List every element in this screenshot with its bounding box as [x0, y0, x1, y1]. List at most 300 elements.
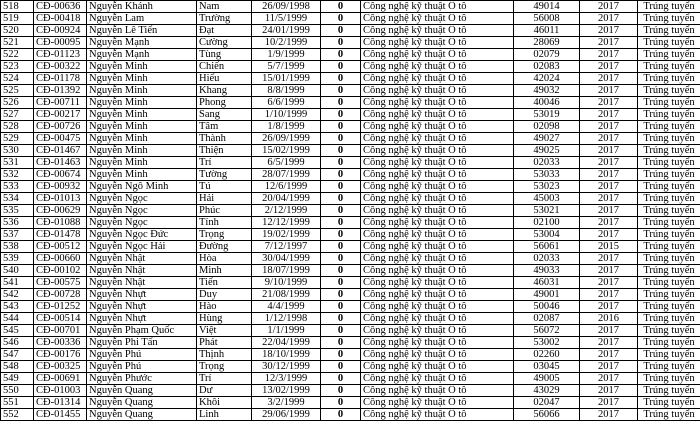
family-name-cell: Nguyễn Nhật [87, 277, 197, 289]
registration-no-cell: 56061 [514, 241, 580, 253]
year-cell: 2017 [580, 121, 638, 133]
registration-no-cell: 45003 [514, 193, 580, 205]
student-code-cell: CĐ-00674 [34, 169, 87, 181]
birth-date-cell: 29/06/1999 [252, 409, 321, 421]
score-cell: 0 [321, 61, 361, 73]
table-row [1, 193, 700, 205]
registration-no-cell: 42024 [514, 73, 580, 85]
major-cell: Công nghệ kỹ thuật Ô tô [361, 301, 514, 313]
row-number-cell: 537 [1, 229, 34, 241]
year-cell: 2017 [580, 85, 638, 97]
registration-no-cell: 53033 [514, 169, 580, 181]
family-name-cell: Nguyễn Nhật [87, 253, 197, 265]
score-cell: 0 [321, 1, 361, 13]
given-name-cell: Hải [197, 193, 252, 205]
score-cell: 0 [321, 181, 361, 193]
table-row [1, 169, 700, 181]
row-number-cell: 549 [1, 373, 34, 385]
row-number-cell: 532 [1, 169, 34, 181]
result-cell: Trúng tuyển [638, 301, 700, 313]
major-cell: Công nghệ kỹ thuật Ô tô [361, 193, 514, 205]
row-number-cell: 528 [1, 121, 34, 133]
score-cell: 0 [321, 157, 361, 169]
table-row [1, 49, 700, 61]
table-row [1, 349, 700, 361]
year-cell: 2017 [580, 361, 638, 373]
major-cell: Công nghệ kỹ thuật Ô tô [361, 349, 514, 361]
row-number-cell: 544 [1, 313, 34, 325]
year-cell: 2017 [580, 1, 638, 13]
given-name-cell: Dư [197, 385, 252, 397]
row-number-cell: 552 [1, 409, 34, 421]
birth-date-cell: 13/02/1999 [252, 385, 321, 397]
birth-date-cell: 20/04/1999 [252, 193, 321, 205]
row-number-cell: 529 [1, 133, 34, 145]
registration-no-cell: 28069 [514, 37, 580, 49]
family-name-cell: Nguyễn Quang [87, 385, 197, 397]
year-cell: 2017 [580, 217, 638, 229]
family-name-cell: Nguyễn Lam [87, 13, 197, 25]
given-name-cell: Hòa [197, 253, 252, 265]
major-cell: Công nghệ kỹ thuật Ô tô [361, 73, 514, 85]
result-cell: Trúng tuyển [638, 361, 700, 373]
registration-no-cell: 46011 [514, 25, 580, 37]
score-cell: 0 [321, 337, 361, 349]
student-code-cell: CĐ-01178 [34, 73, 87, 85]
row-number-cell: 534 [1, 193, 34, 205]
major-cell: Công nghệ kỹ thuật Ô tô [361, 217, 514, 229]
year-cell: 2015 [580, 241, 638, 253]
family-name-cell: Nguyễn Minh [87, 169, 197, 181]
registration-no-cell: 50046 [514, 301, 580, 313]
year-cell: 2017 [580, 301, 638, 313]
row-number-cell: 542 [1, 289, 34, 301]
major-cell: Công nghệ kỹ thuật Ô tô [361, 109, 514, 121]
score-cell: 0 [321, 13, 361, 25]
birth-date-cell: 30/12/1999 [252, 361, 321, 373]
student-code-cell: CĐ-01455 [34, 409, 87, 421]
birth-date-cell: 26/09/1999 [252, 133, 321, 145]
year-cell: 2017 [580, 277, 638, 289]
table-row [1, 337, 700, 349]
result-cell: Trúng tuyển [638, 397, 700, 409]
result-cell: Trúng tuyển [638, 133, 700, 145]
student-code-cell: CĐ-00575 [34, 277, 87, 289]
result-cell: Trúng tuyển [638, 37, 700, 49]
birth-date-cell: 1/10/1999 [252, 109, 321, 121]
score-cell: 0 [321, 229, 361, 241]
row-number-cell: 522 [1, 49, 34, 61]
student-code-cell: CĐ-01088 [34, 217, 87, 229]
major-cell: Công nghệ kỹ thuật Ô tô [361, 397, 514, 409]
major-cell: Công nghệ kỹ thuật Ô tô [361, 205, 514, 217]
family-name-cell: Nguyễn Nhựt [87, 313, 197, 325]
row-number-cell: 538 [1, 241, 34, 253]
birth-date-cell: 6/6/1999 [252, 97, 321, 109]
table-row [1, 325, 700, 337]
given-name-cell: Việt [197, 325, 252, 337]
table-row [1, 277, 700, 289]
result-cell: Trúng tuyển [638, 313, 700, 325]
table-row [1, 85, 700, 97]
given-name-cell: Phúc [197, 205, 252, 217]
registration-no-cell: 02047 [514, 397, 580, 409]
major-cell: Công nghệ kỹ thuật Ô tô [361, 121, 514, 133]
year-cell: 2017 [580, 253, 638, 265]
row-number-cell: 519 [1, 13, 34, 25]
year-cell: 2017 [580, 409, 638, 421]
birth-date-cell: 2/12/1999 [252, 205, 321, 217]
score-cell: 0 [321, 265, 361, 277]
registration-no-cell: 53002 [514, 337, 580, 349]
student-code-cell: CĐ-01252 [34, 301, 87, 313]
given-name-cell: Trí [197, 157, 252, 169]
table-row [1, 385, 700, 397]
registration-no-cell: 53004 [514, 229, 580, 241]
result-cell: Trúng tuyển [638, 217, 700, 229]
given-name-cell: Tiến [197, 277, 252, 289]
birth-date-cell: 18/07/1999 [252, 265, 321, 277]
birth-date-cell: 15/02/1999 [252, 145, 321, 157]
year-cell: 2017 [580, 289, 638, 301]
student-code-cell: CĐ-00512 [34, 241, 87, 253]
result-cell: Trúng tuyển [638, 385, 700, 397]
registration-no-cell: 53021 [514, 205, 580, 217]
student-code-cell: CĐ-00629 [34, 205, 87, 217]
year-cell: 2017 [580, 145, 638, 157]
family-name-cell: Nguyễn Phước [87, 373, 197, 385]
student-code-cell: CĐ-00336 [34, 337, 87, 349]
table-row [1, 1, 700, 13]
birth-date-cell: 3/2/1999 [252, 397, 321, 409]
result-cell: Trúng tuyển [638, 73, 700, 85]
student-code-cell: CĐ-00691 [34, 373, 87, 385]
given-name-cell: Linh [197, 409, 252, 421]
year-cell: 2017 [580, 265, 638, 277]
major-cell: Công nghệ kỹ thuật Ô tô [361, 25, 514, 37]
registration-no-cell: 49001 [514, 289, 580, 301]
given-name-cell: Thiện [197, 145, 252, 157]
major-cell: Công nghệ kỹ thuật Ô tô [361, 49, 514, 61]
birth-date-cell: 28/07/1999 [252, 169, 321, 181]
registration-no-cell: 49033 [514, 265, 580, 277]
student-code-cell: CĐ-00322 [34, 61, 87, 73]
year-cell: 2017 [580, 157, 638, 169]
registration-no-cell: 02033 [514, 157, 580, 169]
given-name-cell: Tùng [197, 49, 252, 61]
score-cell: 0 [321, 37, 361, 49]
given-name-cell: Hùng [197, 313, 252, 325]
birth-date-cell: 24/01/1999 [252, 25, 321, 37]
registration-no-cell: 46031 [514, 277, 580, 289]
result-cell: Trúng tuyển [638, 157, 700, 169]
registration-no-cell: 53023 [514, 181, 580, 193]
student-code-cell: CĐ-00095 [34, 37, 87, 49]
birth-date-cell: 18/10/1999 [252, 349, 321, 361]
result-cell: Trúng tuyển [638, 49, 700, 61]
score-cell: 0 [321, 217, 361, 229]
birth-date-cell: 30/04/1999 [252, 253, 321, 265]
major-cell: Công nghệ kỹ thuật Ô tô [361, 289, 514, 301]
family-name-cell: Nguyễn Minh [87, 121, 197, 133]
birth-date-cell: 15/01/1999 [252, 73, 321, 85]
table-row [1, 301, 700, 313]
table-row [1, 205, 700, 217]
family-name-cell: Nguyễn Minh [87, 61, 197, 73]
registration-no-cell: 02260 [514, 349, 580, 361]
year-cell: 2017 [580, 181, 638, 193]
family-name-cell: Nguyễn Nhựt [87, 301, 197, 313]
score-cell: 0 [321, 361, 361, 373]
family-name-cell: Nguyễn Phú [87, 349, 197, 361]
result-cell: Trúng tuyển [638, 253, 700, 265]
row-number-cell: 531 [1, 157, 34, 169]
score-cell: 0 [321, 409, 361, 421]
result-cell: Trúng tuyển [638, 205, 700, 217]
score-cell: 0 [321, 289, 361, 301]
student-code-cell: CĐ-01478 [34, 229, 87, 241]
registration-no-cell: 56072 [514, 325, 580, 337]
family-name-cell: Nguyễn Mạnh [87, 37, 197, 49]
table-row [1, 121, 700, 133]
birth-date-cell: 11/5/1999 [252, 13, 321, 25]
row-number-cell: 530 [1, 145, 34, 157]
family-name-cell: Nguyễn Minh [87, 73, 197, 85]
table-row [1, 109, 700, 121]
student-code-cell: CĐ-00660 [34, 253, 87, 265]
table-row [1, 25, 700, 37]
student-code-cell: CĐ-00701 [34, 325, 87, 337]
student-code-cell: CĐ-00636 [34, 1, 87, 13]
major-cell: Công nghệ kỹ thuật Ô tô [361, 61, 514, 73]
birth-date-cell: 21/08/1999 [252, 289, 321, 301]
given-name-cell: Trường [197, 13, 252, 25]
score-cell: 0 [321, 193, 361, 205]
score-cell: 0 [321, 49, 361, 61]
student-code-cell: CĐ-01123 [34, 49, 87, 61]
result-cell: Trúng tuyển [638, 145, 700, 157]
score-cell: 0 [321, 373, 361, 385]
table-row [1, 37, 700, 49]
table-row [1, 133, 700, 145]
family-name-cell: Nguyễn Minh [87, 145, 197, 157]
registration-no-cell: 40046 [514, 97, 580, 109]
student-code-cell: CĐ-00418 [34, 13, 87, 25]
table-row [1, 409, 700, 421]
table-row [1, 97, 700, 109]
registration-no-cell: 53019 [514, 109, 580, 121]
student-code-cell: CĐ-01013 [34, 193, 87, 205]
table-row [1, 373, 700, 385]
birth-date-cell: 22/04/1999 [252, 337, 321, 349]
family-name-cell: Nguyễn Minh [87, 85, 197, 97]
birth-date-cell: 1/8/1999 [252, 121, 321, 133]
year-cell: 2017 [580, 13, 638, 25]
registration-no-cell: 49032 [514, 85, 580, 97]
major-cell: Công nghệ kỹ thuật Ô tô [361, 157, 514, 169]
birth-date-cell: 12/3/1999 [252, 373, 321, 385]
major-cell: Công nghệ kỹ thuật Ô tô [361, 97, 514, 109]
given-name-cell: Tính [197, 217, 252, 229]
table-row [1, 397, 700, 409]
score-cell: 0 [321, 109, 361, 121]
table-row [1, 253, 700, 265]
result-cell: Trúng tuyển [638, 61, 700, 73]
year-cell: 2017 [580, 133, 638, 145]
given-name-cell: Thịnh [197, 349, 252, 361]
student-code-cell: CĐ-01314 [34, 397, 87, 409]
given-name-cell: Sang [197, 109, 252, 121]
birth-date-cell: 10/2/1999 [252, 37, 321, 49]
family-name-cell: Nguyễn Phú [87, 361, 197, 373]
row-number-cell: 550 [1, 385, 34, 397]
year-cell: 2017 [580, 169, 638, 181]
student-code-cell: CĐ-00475 [34, 133, 87, 145]
given-name-cell: Tú [197, 181, 252, 193]
result-cell: Trúng tuyển [638, 1, 700, 13]
student-code-cell: CĐ-00325 [34, 361, 87, 373]
row-number-cell: 541 [1, 277, 34, 289]
major-cell: Công nghệ kỹ thuật Ô tô [361, 337, 514, 349]
major-cell: Công nghệ kỹ thuật Ô tô [361, 373, 514, 385]
given-name-cell: Đường [197, 241, 252, 253]
major-cell: Công nghệ kỹ thuật Ô tô [361, 253, 514, 265]
year-cell: 2017 [580, 229, 638, 241]
given-name-cell: Duy [197, 289, 252, 301]
registration-no-cell: 56066 [514, 409, 580, 421]
student-code-cell: CĐ-00932 [34, 181, 87, 193]
birth-date-cell: 7/12/1997 [252, 241, 321, 253]
major-cell: Công nghệ kỹ thuật Ô tô [361, 385, 514, 397]
major-cell: Công nghệ kỹ thuật Ô tô [361, 229, 514, 241]
birth-date-cell: 5/7/1999 [252, 61, 321, 73]
registration-no-cell: 43029 [514, 385, 580, 397]
family-name-cell: Nguyễn Ngọc [87, 217, 197, 229]
result-cell: Trúng tuyển [638, 109, 700, 121]
given-name-cell: Hiếu [197, 73, 252, 85]
given-name-cell: Cường [197, 37, 252, 49]
table-row [1, 313, 700, 325]
row-number-cell: 518 [1, 1, 34, 13]
major-cell: Công nghệ kỹ thuật Ô tô [361, 313, 514, 325]
result-cell: Trúng tuyển [638, 373, 700, 385]
year-cell: 2017 [580, 385, 638, 397]
year-cell: 2017 [580, 349, 638, 361]
major-cell: Công nghệ kỹ thuật Ô tô [361, 277, 514, 289]
family-name-cell: Nguyễn Ngô Minh [87, 181, 197, 193]
given-name-cell: Thành [197, 133, 252, 145]
family-name-cell: Nguyễn Khánh [87, 1, 197, 13]
year-cell: 2017 [580, 73, 638, 85]
student-code-cell: CĐ-00726 [34, 121, 87, 133]
year-cell: 2017 [580, 397, 638, 409]
table-row [1, 73, 700, 85]
student-code-cell: CĐ-00728 [34, 289, 87, 301]
registration-no-cell: 02100 [514, 217, 580, 229]
family-name-cell: Nguyễn Quang [87, 397, 197, 409]
row-number-cell: 543 [1, 301, 34, 313]
year-cell: 2017 [580, 205, 638, 217]
result-cell: Trúng tuyển [638, 241, 700, 253]
table-row [1, 145, 700, 157]
major-cell: Công nghệ kỹ thuật Ô tô [361, 241, 514, 253]
row-number-cell: 524 [1, 73, 34, 85]
result-cell: Trúng tuyển [638, 349, 700, 361]
score-cell: 0 [321, 121, 361, 133]
result-cell: Trúng tuyển [638, 181, 700, 193]
result-cell: Trúng tuyển [638, 13, 700, 25]
year-cell: 2017 [580, 325, 638, 337]
student-code-cell: CĐ-00217 [34, 109, 87, 121]
score-cell: 0 [321, 301, 361, 313]
student-code-cell: CĐ-01467 [34, 145, 87, 157]
registration-no-cell: 02098 [514, 121, 580, 133]
year-cell: 2017 [580, 61, 638, 73]
birth-date-cell: 9/10/1999 [252, 277, 321, 289]
given-name-cell: Hào [197, 301, 252, 313]
given-name-cell: Chiến [197, 61, 252, 73]
registration-no-cell: 03045 [514, 361, 580, 373]
score-cell: 0 [321, 325, 361, 337]
row-number-cell: 536 [1, 217, 34, 229]
row-number-cell: 523 [1, 61, 34, 73]
row-number-cell: 526 [1, 97, 34, 109]
result-cell: Trúng tuyển [638, 25, 700, 37]
birth-date-cell: 26/09/1998 [252, 1, 321, 13]
score-cell: 0 [321, 145, 361, 157]
given-name-cell: Phong [197, 97, 252, 109]
student-code-cell: CĐ-00711 [34, 97, 87, 109]
birth-date-cell: 1/9/1999 [252, 49, 321, 61]
result-cell: Trúng tuyển [638, 85, 700, 97]
score-cell: 0 [321, 169, 361, 181]
row-number-cell: 520 [1, 25, 34, 37]
year-cell: 2017 [580, 37, 638, 49]
registration-no-cell: 49027 [514, 133, 580, 145]
table-row [1, 265, 700, 277]
family-name-cell: Nguyễn Ngọc Đức [87, 229, 197, 241]
birth-date-cell: 4/4/1999 [252, 301, 321, 313]
birth-date-cell: 12/12/1999 [252, 217, 321, 229]
family-name-cell: Nguyễn Ngọc [87, 193, 197, 205]
family-name-cell: Nguyễn Phạm Quốc [87, 325, 197, 337]
registration-no-cell: 49005 [514, 373, 580, 385]
score-cell: 0 [321, 73, 361, 85]
family-name-cell: Nguyễn Minh [87, 97, 197, 109]
birth-date-cell: 19/02/1999 [252, 229, 321, 241]
given-name-cell: Tường [197, 169, 252, 181]
given-name-cell: Khang [197, 85, 252, 97]
result-cell: Trúng tuyển [638, 277, 700, 289]
table-row [1, 181, 700, 193]
family-name-cell: Nguyễn Quang [87, 409, 197, 421]
row-number-cell: 539 [1, 253, 34, 265]
given-name-cell: Trọng [197, 229, 252, 241]
table-row [1, 229, 700, 241]
row-number-cell: 533 [1, 181, 34, 193]
registration-no-cell: 49014 [514, 1, 580, 13]
birth-date-cell: 1/12/1998 [252, 313, 321, 325]
major-cell: Công nghệ kỹ thuật Ô tô [361, 409, 514, 421]
given-name-cell: Trí [197, 373, 252, 385]
year-cell: 2017 [580, 97, 638, 109]
given-name-cell: Trọng [197, 361, 252, 373]
family-name-cell: Nguyễn Phi Tấn [87, 337, 197, 349]
student-code-cell: CĐ-00514 [34, 313, 87, 325]
registration-no-cell: 02087 [514, 313, 580, 325]
family-name-cell: Nguyễn Mạnh [87, 49, 197, 61]
family-name-cell: Nguyễn Minh [87, 157, 197, 169]
